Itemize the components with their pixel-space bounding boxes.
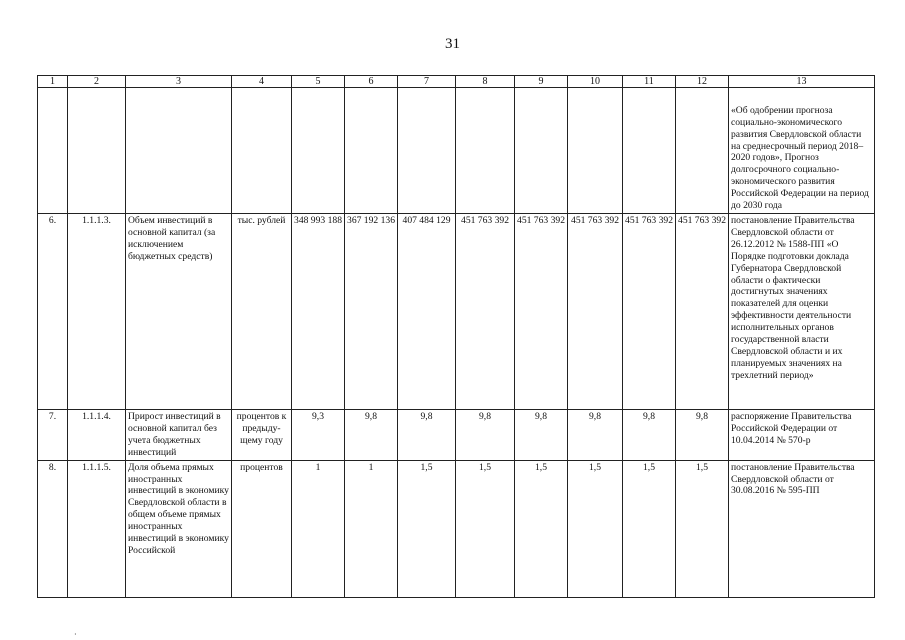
value-cell: 451 763 392 [456,214,515,410]
row-number: 6. [38,214,68,410]
empty-cell [68,88,126,214]
unit-cell: тыс. рублей [232,214,292,410]
continuation-row [38,88,875,214]
header-cell: 11 [623,76,676,88]
value-cell: 407 484 129 [398,214,456,410]
value-cell: 451 763 392 [623,214,676,410]
empty-cell [456,88,515,214]
header-cell: 2 [68,76,126,88]
page-number: 31 [445,36,460,52]
value-cell: 9,8 [515,410,568,461]
value-cell: 9,8 [345,410,398,461]
unit-cell: процентов к предыду-щему году [232,410,292,461]
header-cell: 5 [292,76,345,88]
indicator-name: Доля объема прямых иностранных инвестиций в экономику Свердловской области в общем объеме прямых иностранных инвестиций в экономику Российской [126,460,232,597]
source-cell: постановление Правительства Свердловской области от 26.12.2012 № 1588-ПП «О Порядке подготовки доклада Губернатора Свердловской области о фактически достигнутых значениях показателей для оценки эффективности деятельности исполнительных органов государственной власти Свердловской области и их планируемых значениях на трехлетний период» [729,214,875,410]
row-code: 1.1.1.4. [68,410,126,461]
header-cell: 12 [676,76,729,88]
value-cell: 9,8 [623,410,676,461]
value-cell: 451 763 392 [515,214,568,410]
source-cell: распоряжение Правительства Российской Федерации от 10.04.2014 № 570-р [729,410,875,461]
table-row [38,460,875,597]
value-cell: 1,5 [398,460,456,597]
row-code: 1.1.1.5. [68,460,126,597]
empty-cell [568,88,623,214]
scan-speck: · [74,630,77,639]
indicator-name: Объем инвестиций в основной капитал (за исключением бюджетных средств) [126,214,232,410]
value-cell: 1,5 [568,460,623,597]
empty-cell [126,88,232,214]
empty-cell [38,88,68,214]
header-cell: 7 [398,76,456,88]
value-cell: 1,5 [623,460,676,597]
row-code: 1.1.1.3. [68,214,126,410]
value-cell: 367 192 136 [345,214,398,410]
empty-cell [345,88,398,214]
value-cell: 451 763 392 [676,214,729,410]
header-cell: 8 [456,76,515,88]
value-cell: 1,5 [515,460,568,597]
indicators-table [37,75,875,598]
empty-cell [676,88,729,214]
table-row [38,214,875,410]
header-cell: 13 [729,76,875,88]
header-cell: 10 [568,76,623,88]
value-cell: 451 763 392 [568,214,623,410]
unit-cell: процентов [232,460,292,597]
value-cell: 9,8 [568,410,623,461]
value-cell: 9,8 [676,410,729,461]
value-cell: 1,5 [456,460,515,597]
value-cell: 9,8 [456,410,515,461]
indicator-name: Прирост инвестиций в основной капитал без учета бюджетных инвестиций [126,410,232,461]
value-cell: 1 [292,460,345,597]
value-cell: 1,5 [676,460,729,597]
header-cell: 9 [515,76,568,88]
value-cell: 9,3 [292,410,345,461]
value-cell: 9,8 [398,410,456,461]
row-number: 7. [38,410,68,461]
header-row [38,76,875,88]
source-cell: постановление Правительства Свердловской области от 30.08.2016 № 595-ПП [729,460,875,597]
table-row [38,410,875,461]
header-cell: 6 [345,76,398,88]
value-cell: 348 993 188 [292,214,345,410]
header-cell: 1 [38,76,68,88]
value-cell: 1 [345,460,398,597]
empty-cell [232,88,292,214]
header-cell: 3 [126,76,232,88]
empty-cell [398,88,456,214]
empty-cell [292,88,345,214]
empty-cell [623,88,676,214]
header-cell: 4 [232,76,292,88]
row-number: 8. [38,460,68,597]
source-cell: «Об одобрении прогноза социально-экономического развития Свердловской области на среднесрочный период 2018–2020 годов», Прогноз долгосрочного социально-экономического развития Российской Федерации на период до 2030 года [729,88,875,214]
empty-cell [515,88,568,214]
